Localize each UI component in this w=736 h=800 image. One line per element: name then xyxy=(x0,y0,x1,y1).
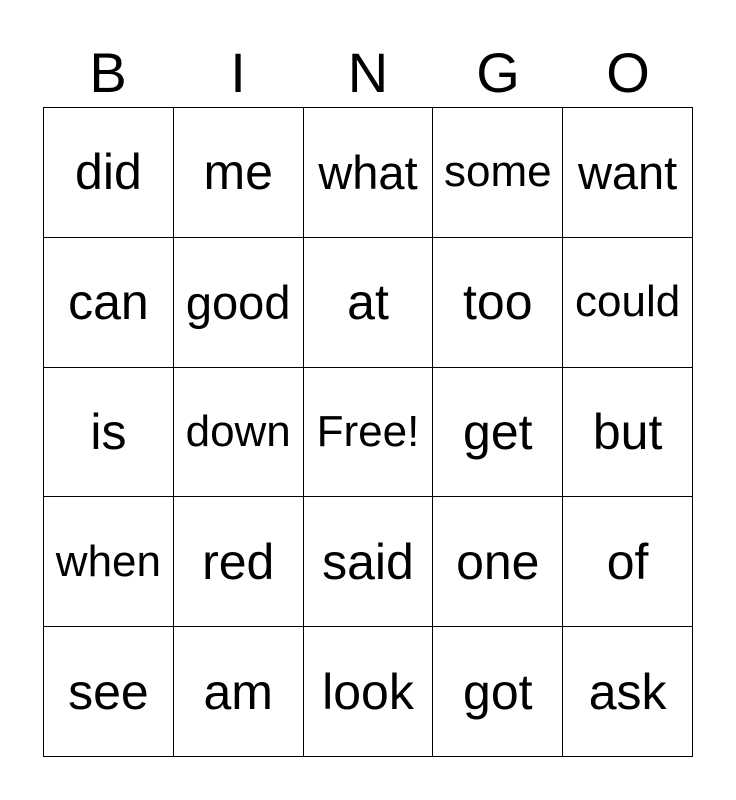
bingo-cell[interactable] xyxy=(174,368,304,498)
bingo-cell[interactable] xyxy=(563,238,693,368)
cell-word: red xyxy=(202,533,275,590)
bingo-cell[interactable] xyxy=(304,627,434,757)
bingo-cell[interactable] xyxy=(433,627,563,757)
cell-word: what xyxy=(318,145,418,199)
bingo-cell[interactable] xyxy=(433,368,563,498)
cell-word: could xyxy=(575,277,681,327)
bingo-cell[interactable] xyxy=(563,497,693,627)
header-letter-g: G xyxy=(476,41,520,104)
bingo-cell[interactable] xyxy=(174,238,304,368)
bingo-cell[interactable] xyxy=(304,108,434,238)
cell-word: too xyxy=(463,274,533,331)
cell-word: look xyxy=(322,663,414,720)
cell-word: one xyxy=(456,533,540,590)
cell-word: am xyxy=(203,663,273,720)
cell-word: but xyxy=(592,403,663,460)
bingo-cell[interactable] xyxy=(174,497,304,627)
bingo-cell[interactable] xyxy=(44,497,174,627)
header-letter-o: O xyxy=(606,41,650,104)
bingo-cell[interactable] xyxy=(433,497,563,627)
cell-word: want xyxy=(577,145,678,199)
bingo-cell[interactable] xyxy=(174,108,304,238)
bingo-cell[interactable] xyxy=(44,238,174,368)
bingo-cell[interactable] xyxy=(44,368,174,498)
cell-word: see xyxy=(68,663,149,720)
cell-word: down xyxy=(185,406,291,456)
cell-word: can xyxy=(68,274,149,331)
cell-word: did xyxy=(75,144,142,201)
cell-word: when xyxy=(55,536,161,586)
header-letter-b: B xyxy=(89,41,127,104)
bingo-cell[interactable] xyxy=(44,627,174,757)
free-space-cell[interactable] xyxy=(304,368,434,498)
bingo-cell[interactable] xyxy=(304,238,434,368)
bingo-cell[interactable] xyxy=(433,108,563,238)
bingo-cell[interactable] xyxy=(563,627,693,757)
bingo-cell[interactable] xyxy=(304,497,434,627)
cell-word: some xyxy=(443,147,552,197)
cell-word: me xyxy=(203,144,273,201)
bingo-header xyxy=(43,40,693,106)
bingo-cell[interactable] xyxy=(433,238,563,368)
cell-word: good xyxy=(185,275,291,329)
bingo-cell[interactable] xyxy=(44,108,174,238)
cell-word: is xyxy=(90,403,127,460)
cell-word: said xyxy=(322,533,414,590)
bingo-cell[interactable] xyxy=(563,368,693,498)
bingo-cell[interactable] xyxy=(174,627,304,757)
cell-word: at xyxy=(347,274,389,331)
free-space-label: Free! xyxy=(316,406,420,456)
cell-word: get xyxy=(463,403,533,460)
cell-word: got xyxy=(463,663,533,720)
cell-word: ask xyxy=(588,663,667,720)
cell-word: of xyxy=(606,533,649,590)
header-letter-n: N xyxy=(347,41,389,104)
bingo-cell[interactable] xyxy=(563,108,693,238)
bingo-card-grid xyxy=(43,107,693,757)
header-letter-i: I xyxy=(230,41,246,104)
